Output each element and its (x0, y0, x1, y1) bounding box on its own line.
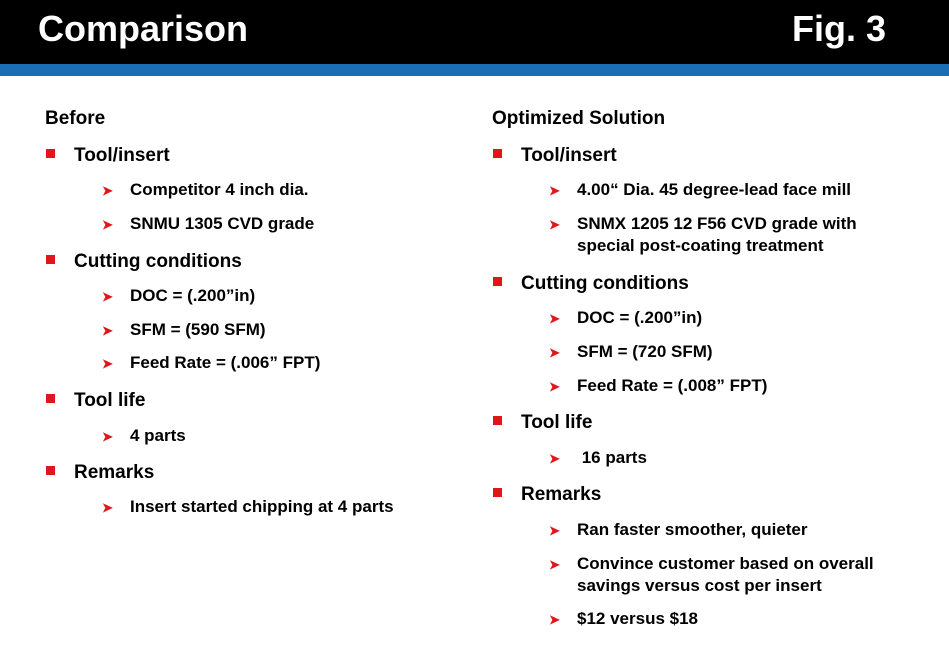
section-label: Remarks (74, 462, 155, 483)
list-item (549, 179, 852, 201)
square-bullet-icon (493, 488, 502, 497)
list-item-text: 16 parts (577, 448, 647, 467)
list-item-text: Ran faster smoother, quieter (577, 520, 808, 539)
arrow-bullet-icon: ➤ (102, 289, 113, 304)
list-item-text: Insert started chipping at 4 parts (130, 497, 394, 516)
list-item-text: SFM = (720 SFM) (577, 342, 713, 361)
list-item-text: DOC = (.200”in) (130, 286, 256, 305)
arrow-bullet-icon: ➤ (102, 183, 113, 198)
optimized-remarks-heading (521, 484, 601, 506)
slide-title: Comparison (38, 8, 249, 49)
arrow-bullet-icon: ➤ (549, 451, 560, 466)
section-label: Tool life (521, 412, 593, 433)
arrow-bullet-icon: ➤ (549, 217, 560, 232)
list-item-text: DOC = (.200”in) (577, 308, 703, 327)
list-item-text: SFM = (590 SFM) (130, 320, 266, 339)
section-label: Tool/insert (521, 145, 617, 166)
list-item (549, 307, 703, 329)
square-bullet-icon (46, 149, 55, 158)
arrow-bullet-icon: ➤ (549, 311, 560, 326)
list-item (102, 425, 186, 447)
arrow-bullet-icon: ➤ (549, 183, 560, 198)
list-item (102, 319, 266, 341)
arrow-bullet-icon: ➤ (102, 500, 113, 515)
arrow-bullet-icon: ➤ (102, 323, 113, 338)
square-bullet-icon (493, 277, 502, 286)
arrow-bullet-icon: ➤ (549, 612, 560, 627)
square-bullet-icon (493, 416, 502, 425)
list-item-text: 4.00“ Dia. 45 degree-lead face mill (577, 180, 852, 199)
section-label: Tool/insert (74, 145, 170, 166)
section-label: Remarks (521, 484, 602, 505)
optimized-tool-insert-heading (521, 145, 617, 167)
section-label: Tool life (74, 390, 146, 411)
list-item-text-line: special post-coating treatment (577, 236, 824, 255)
list-item-text: 4 parts (130, 426, 186, 445)
list-item-text-line: savings versus cost per insert (577, 576, 822, 595)
arrow-bullet-icon: ➤ (102, 217, 113, 232)
list-item-text-line: Convince customer based on overall (577, 554, 874, 573)
square-bullet-icon (46, 255, 55, 264)
before-heading: Before (45, 108, 106, 129)
list-item (102, 285, 256, 307)
arrow-bullet-icon: ➤ (549, 379, 560, 394)
arrow-bullet-icon: ➤ (549, 345, 560, 360)
section-label: Cutting conditions (74, 251, 242, 272)
list-item (549, 341, 713, 363)
arrow-bullet-icon: ➤ (102, 429, 113, 444)
list-item (549, 608, 698, 630)
list-item-text: Feed Rate = (.008” FPT) (577, 376, 768, 395)
before-remarks-heading (74, 462, 154, 484)
accent-bar (0, 64, 949, 76)
list-item (102, 213, 315, 235)
square-bullet-icon (493, 149, 502, 158)
list-item (549, 375, 768, 397)
before-tool-life-heading (74, 390, 145, 412)
optimized-heading: Optimized Solution (492, 108, 666, 129)
list-item-text: $12 versus $18 (577, 609, 698, 628)
list-item (102, 179, 309, 201)
optimized-cutting-conditions-heading (521, 273, 689, 295)
figure-label: Fig. 3 (792, 8, 887, 49)
list-item (549, 213, 857, 257)
list-item (102, 352, 321, 374)
list-item-text: SNMU 1305 CVD grade (130, 214, 315, 233)
title-bar (0, 0, 949, 64)
before-cutting-conditions-heading (74, 251, 242, 273)
optimized-tool-life-heading (521, 412, 592, 434)
list-item-text: Competitor 4 inch dia. (130, 180, 309, 199)
before-tool-insert-heading (74, 145, 170, 167)
list-item (549, 447, 647, 469)
arrow-bullet-icon: ➤ (102, 356, 113, 371)
list-item-text-line: SNMX 1205 12 F56 CVD grade with (577, 214, 857, 233)
list-item (102, 496, 394, 518)
list-item (549, 519, 808, 541)
list-item-text: Feed Rate = (.006” FPT) (130, 353, 321, 372)
arrow-bullet-icon: ➤ (549, 557, 560, 572)
square-bullet-icon (46, 466, 55, 475)
section-label: Cutting conditions (521, 273, 689, 294)
arrow-bullet-icon: ➤ (549, 523, 560, 538)
square-bullet-icon (46, 394, 55, 403)
list-item (549, 553, 874, 597)
